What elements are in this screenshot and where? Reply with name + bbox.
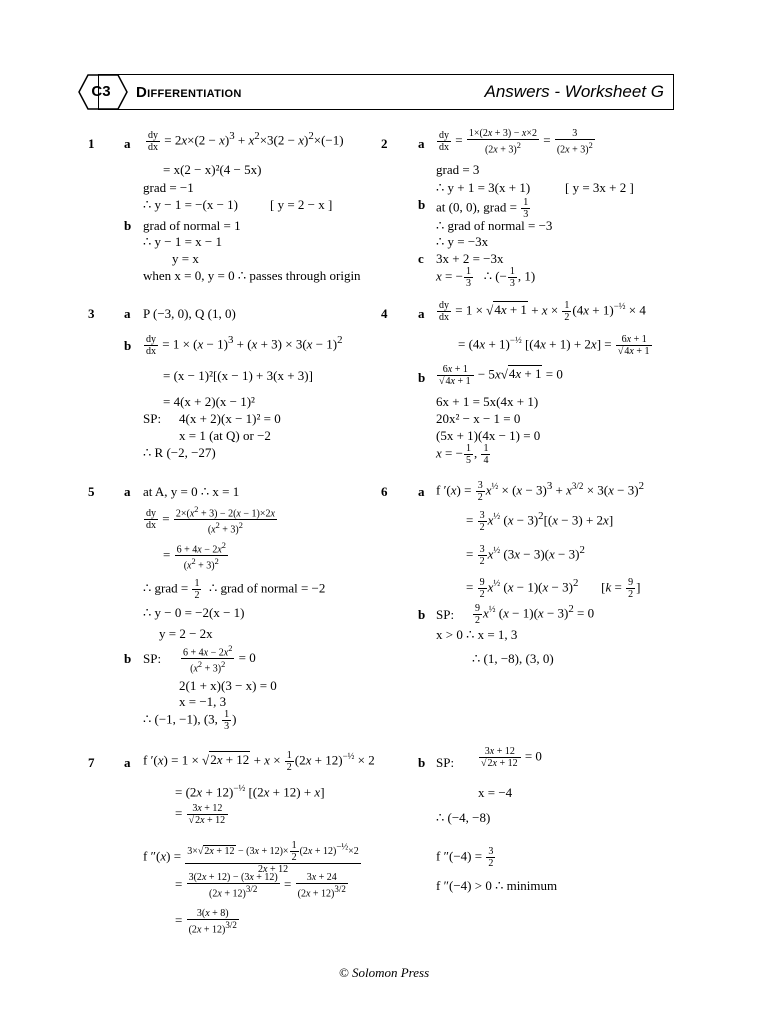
part-label: a: [124, 136, 131, 151]
math-line: f ″(x) = 3×√2x + 12 − (3x + 12)× $\frac{1}{2}$ $(2x + 12)^{-\frac{1}{2}}\times 2$ 2x + 12: [143, 840, 359, 875]
math-line: = $\frac{3x + 12}{√2x + 12}$: [175, 803, 229, 826]
math-line: SP:: [143, 411, 162, 426]
math-line: = $\frac{3}{2}$ $x^{\frac{1}{2}}$ $(x - 3)^2[(x - 3) + 2x]$: [466, 510, 614, 533]
math-line: grad = 3: [436, 162, 480, 177]
math-line: = $\frac{6 + 4x - 2x^2}{(x^2 + 3)^2}$: [163, 541, 226, 572]
math-line: f ′(x) = 1 × √2x + 12 + x × $\frac{1}{2}$ $(2x + 12)^{-\frac{1}{2}} \times 2$: [143, 750, 375, 773]
math-line: f ″(−4) > 0 ∴ minimum: [436, 878, 558, 893]
math-line: f ′(x) = $\frac{3}{2}$ $x^{\frac{1}{2}} \times (x - 3)^3 + x^{3/2} \times 3(x - 3)^2$: [436, 480, 644, 503]
math-line: ∴ y − 1 = x − 1: [143, 234, 223, 249]
math-line: (5x + 1)(4x − 1) = 0: [436, 428, 541, 443]
math-line: ∴ y + 1 = 3(x + 1): [436, 180, 531, 195]
question-number: 5: [88, 484, 95, 499]
math-text: at (0, 0), grad =: [436, 199, 517, 215]
math-line: grad of normal = 1: [143, 218, 241, 233]
math-line: grad = −1: [143, 180, 194, 195]
math-line: f ″(−4) = $\frac{3}{2}$: [436, 846, 494, 869]
math-line: ∴ (−1, −1), (3, $\frac{1}{3}$ ): [143, 709, 237, 732]
part-label: a: [124, 484, 131, 499]
part-label: b: [418, 755, 426, 770]
math-line: 6x + 1 = 5x(4x + 1): [436, 394, 539, 409]
part-label: c: [418, 251, 424, 266]
page-title: Differentiation: [136, 84, 242, 101]
math-line: when x = 0, y = 0 ∴ passes through origin: [143, 268, 361, 283]
math-line: = x(2 − x)²(4 − 5x): [163, 162, 262, 177]
math-line: y = x: [172, 251, 199, 266]
math-line: P (−3, 0), Q (1, 0): [143, 306, 236, 321]
math-line: = (x − 1)²[(x − 1) + 3(x + 3)]: [163, 368, 313, 383]
footer-credit: © Solomon Press: [338, 965, 430, 980]
math-line: x = − $\frac{1}{3}$ ∴ (− $\frac{1}{3}$ , 1): [436, 266, 536, 289]
math-line: [ y = 3x + 2 ]: [565, 180, 634, 195]
math-line: = $\frac{3(x + 8)}{(2x + 12)^{3/2}}$: [175, 908, 237, 936]
math-line: 20x² − x − 1 = 0: [436, 411, 521, 426]
math-line: ∴ y − 1 = −(x − 1): [143, 197, 239, 212]
math-line: 2(1 + x)(3 − x) = 0: [179, 678, 277, 693]
math-line: $\frac{6x + 1}{√4x + 1}$ − 5x√4x + 1 = 0: [439, 364, 563, 387]
part-label: a: [418, 136, 425, 151]
math-line: $\frac{dy}{dx}$ = $2x\times(2 - x)^3 + x^2\times 3(2 - x)^2\times(-1)$: [148, 130, 344, 153]
math-line: at A, y = 0 ∴ x = 1: [143, 484, 240, 499]
math-line: $\frac{dy}{dx}$ = $1 \times (x - 1)^3 + (x + 3) \times 3(x - 1)^2$: [146, 334, 343, 357]
math-line: ∴ grad of normal = −3: [436, 218, 553, 233]
math-line: = $(4x + 1)^{-\frac{1}{2}}$ [(4x + 1) + 2x] = $\frac{6x + 1}{√4x + 1}$: [458, 334, 653, 357]
question-number: 4: [381, 306, 388, 321]
math-line: = 4(x + 2)(x − 1)²: [163, 394, 255, 409]
part-label: b: [418, 370, 426, 385]
math-line: = $(2x + 12)^{-\frac{1}{2}}$ [(2x + 12) + x]: [175, 783, 325, 800]
part-label: a: [124, 306, 131, 321]
math-line: $\frac{9}{2}$ $x^{\frac{1}{2}}$ $(x - 1)(x - 3)^2 = 0$: [475, 603, 595, 626]
math-line: = $\frac{9}{2}$ $x^{\frac{1}{2}}$ $(x - 1)(x - 3)^2$ [k = $\frac{9}{2}$ ]: [466, 577, 641, 600]
math-line: 4(x + 2)(x − 1)² = 0: [179, 411, 281, 426]
math-line: ∴ R (−2, −27): [143, 445, 216, 460]
math-line: $\frac{dy}{dx}$ = 1 × √4x + 1 + x × $\frac{1}{2}$ $(4x + 1)^{-\frac{1}{2}} \times 4$: [439, 300, 646, 323]
math-line: at (0, 0), grad = $\frac{1}{3}$: [436, 197, 529, 220]
math-line: $\frac{6 + 4x - 2x^2}{(x^2 + 3)^2}$ = 0: [183, 644, 256, 675]
part-label: a: [418, 306, 425, 321]
math-line: 3x + 2 = −3x: [436, 251, 504, 266]
section-badge: C3: [91, 83, 111, 100]
question-number: 3: [88, 306, 95, 321]
math-line: x = −4: [478, 785, 513, 800]
part-label: b: [124, 338, 132, 353]
part-label: b: [418, 607, 426, 622]
question-number: 6: [381, 484, 388, 499]
math-line: $\frac{dy}{dx}$ = $\frac{2\times(x^2 + 3) - 2(x - 1)\times 2x}{(x^2 + 3)^2}$: [146, 505, 275, 536]
math-line: $\frac{dy}{dx}$ = $\frac{1\times(2x + 3) - x\times 2}{(2x + 3)^2}$ = $\frac{3}{(2x + 3)^2}$: [439, 128, 593, 156]
math-line: SP:: [436, 607, 455, 622]
question-number: 7: [88, 755, 95, 770]
math-line: x > 0 ∴ x = 1, 3: [436, 627, 518, 642]
math-line: x = − $\frac{1}{5}$ , $\frac{1}{4}$: [436, 443, 489, 466]
math-line: y = 2 − 2x: [159, 626, 213, 641]
question-number: 2: [381, 136, 388, 151]
page-subtitle: Answers - Worksheet G: [484, 82, 664, 101]
part-label: a: [124, 755, 131, 770]
question-number: 1: [88, 136, 95, 151]
part-label: b: [418, 197, 426, 212]
math-line: = $\frac{3}{2}$ $x^{\frac{1}{2}}$ $(3x - 3)(x - 3)^2$: [466, 544, 585, 567]
math-line: ∴ (1, −8), (3, 0): [472, 651, 554, 666]
math-line: ∴ y = −3x: [436, 234, 489, 249]
math-line: x = 1 (at Q) or −2: [179, 428, 271, 443]
part-label: a: [418, 484, 425, 499]
math-line: $\frac{3x + 12}{√2x + 12}$ = 0: [481, 746, 542, 769]
math-line: ∴ y − 0 = −2(x − 1): [143, 605, 245, 620]
math-line: x = −1, 3: [179, 694, 227, 709]
math-line: SP:: [436, 755, 455, 770]
math-line: SP:: [143, 651, 162, 666]
math-line: ∴ (−4, −8): [436, 810, 491, 825]
part-label: b: [124, 218, 132, 233]
part-label: b: [124, 651, 132, 666]
math-line: = $\frac{3(2x + 12) - (3x + 12)}{(2x + 12)^{3/2}}$ = $\frac{3x + 24}{(2x + 12)^{3/2}}$: [175, 872, 346, 900]
math-line: [ y = 2 − x ]: [270, 197, 333, 212]
math-line: ∴ grad = $\frac{1}{2}$ ∴ grad of normal = −2: [143, 578, 326, 601]
